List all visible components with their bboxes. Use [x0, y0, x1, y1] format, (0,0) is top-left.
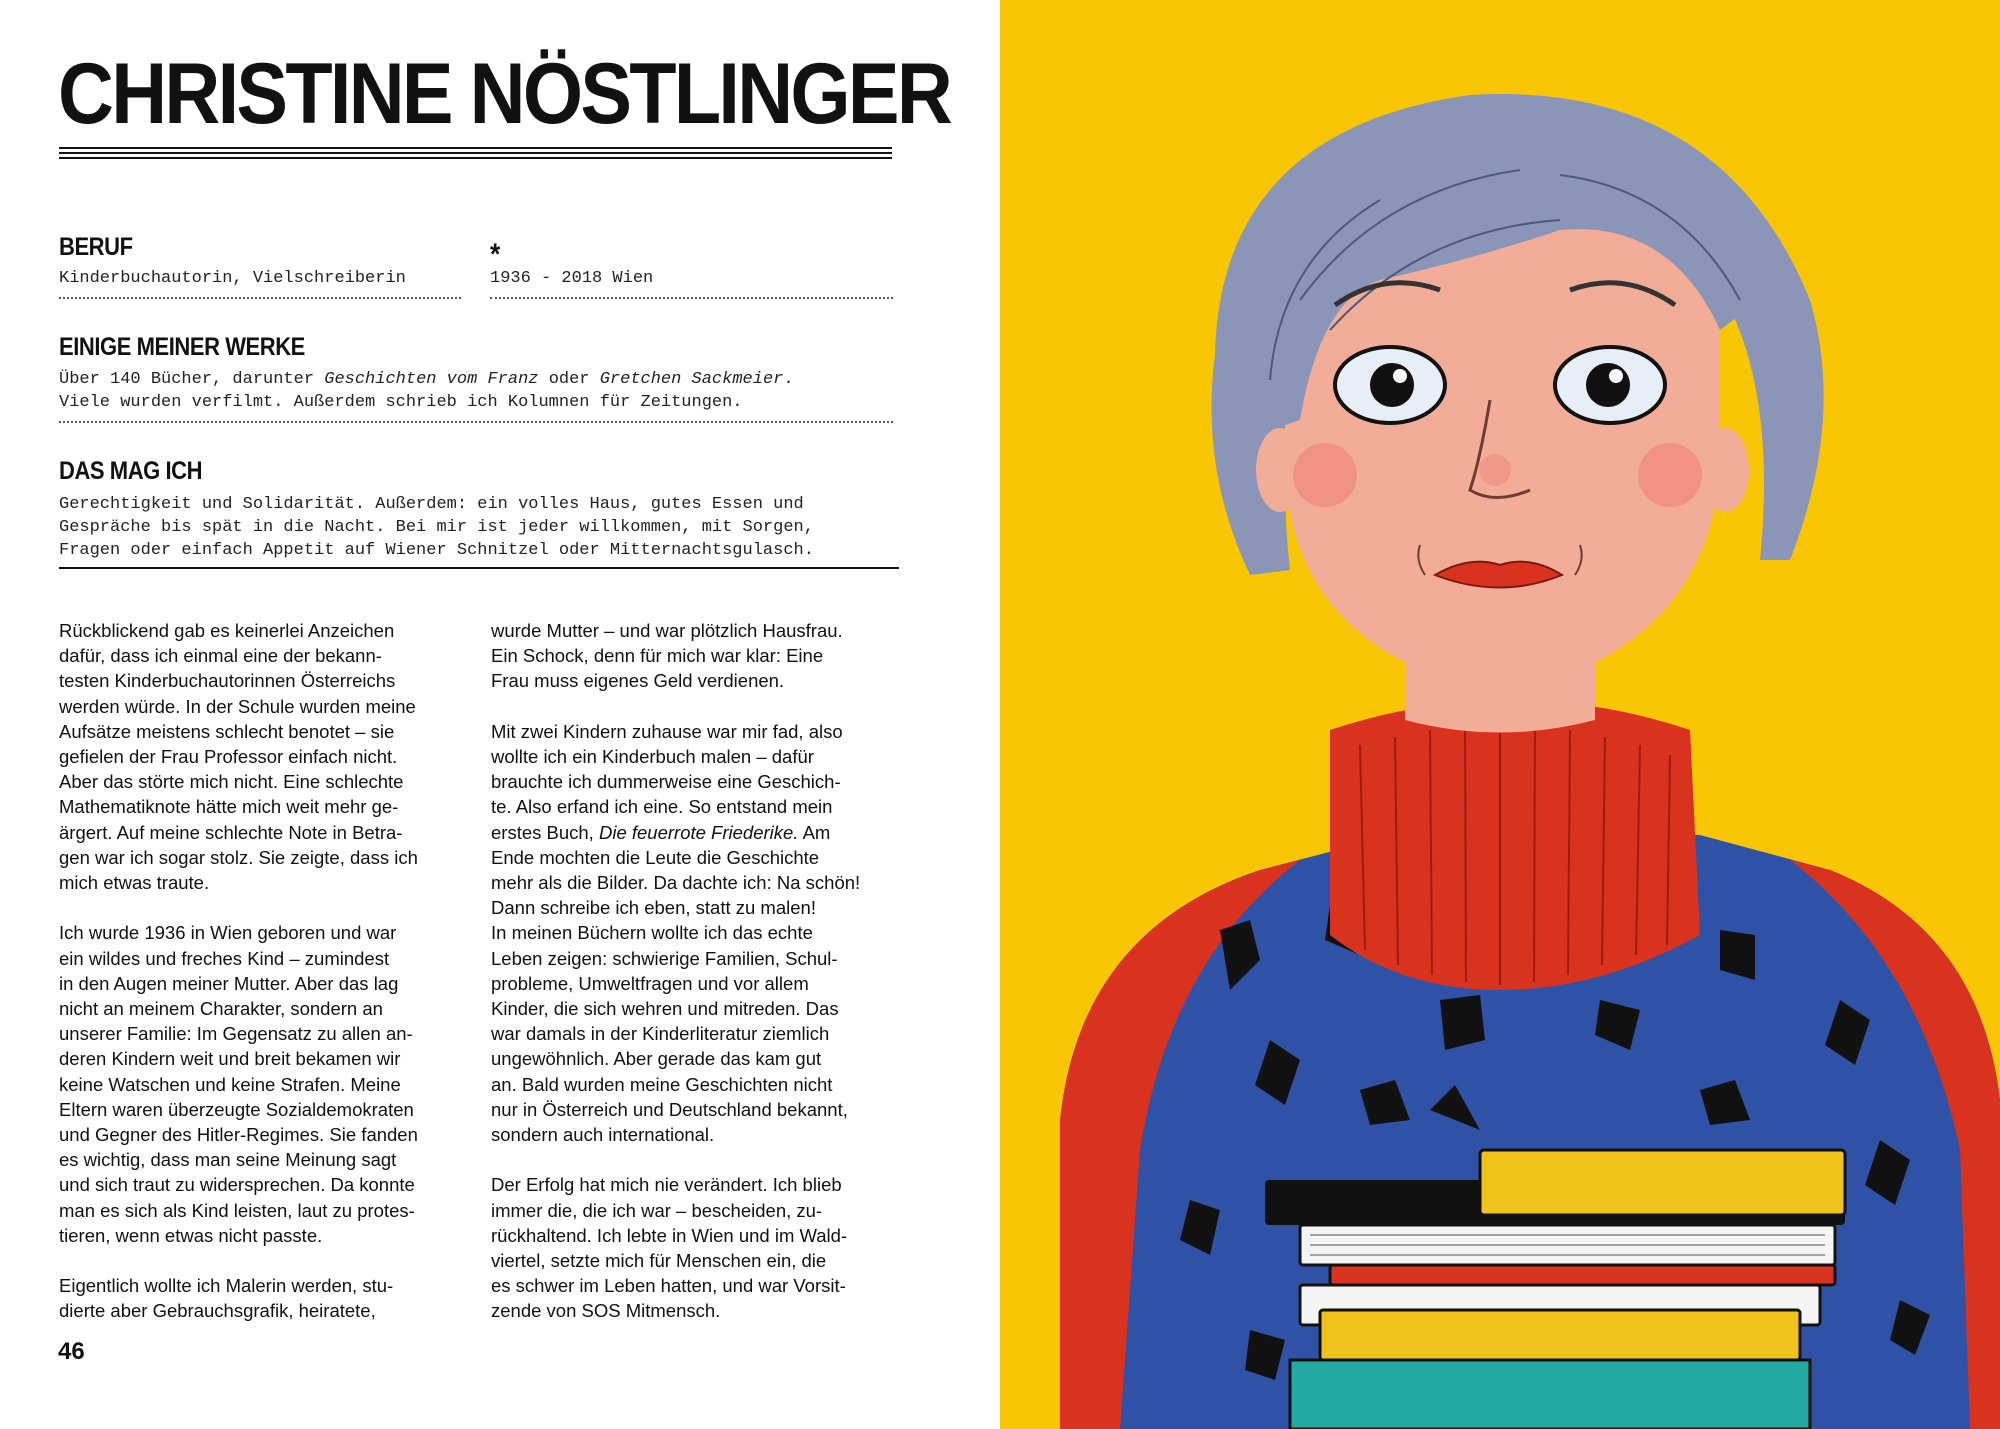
work-title: Gretchen Sackmeier	[599, 370, 784, 389]
label-werke: EINIGE MEINER WERKE	[59, 333, 305, 361]
work-title: Geschichten vom Franz	[324, 370, 539, 389]
werke-line-2: Viele wurden verfilmt. Außerdem schrieb ich Kolumnen für Zeitungen.	[59, 393, 743, 412]
section-rule	[59, 567, 899, 569]
line-with-book-title: erstes Buch, Die feuerrote Friederike. Am	[491, 821, 831, 843]
divider-dotted	[490, 297, 893, 299]
beruf-value: Kinderbuchautorin, Vielschreiberin	[59, 269, 406, 288]
birth-star-icon: *	[490, 238, 500, 271]
body-column-left	[59, 618, 474, 1324]
book-title: Die feuerrote Friederike.	[598, 821, 799, 843]
mag-line: Gerechtigkeit und Solidarität. Außerdem: ein volles Haus, gutes Essen und	[59, 495, 804, 514]
title-underline	[59, 147, 892, 159]
life-dates: 1936 - 2018 Wien	[490, 269, 654, 288]
divider-dotted	[59, 297, 461, 299]
body-column-right	[491, 618, 906, 1324]
paragraph: Eigentlich wollte ich Malerin werden, stu- dierte aber Gebrauchsgrafik, heiratete,	[59, 1275, 394, 1322]
mag-line: Gespräche bis spät in die Nacht. Bei mir ist jeder willkommen, mit Sorgen,	[59, 518, 814, 537]
mag-line: Fragen oder einfach Appetit auf Wiener Schnitzel oder Mitternachtsgulasch.	[59, 541, 814, 560]
label-beruf: BERUF	[59, 233, 133, 261]
paragraph: wurde Mutter – und war plötzlich Hausfrau. Ein Schock, denn für mich war klar: Eine Frau muss eigenes Geld verdienen.	[491, 620, 843, 692]
divider-dotted	[59, 421, 893, 423]
paragraph: Der Erfolg hat mich nie verändert. Ich blieb immer die, die ich war – bescheiden, zu- rückhaltend. Ich lebte in Wien und im Wald- viertel, setzte mich für Menschen ein, die es schwer im Leben hatten, und war Vorsit- zende von SOS Mitmensch.	[491, 1174, 848, 1322]
paragraph: Mit zwei Kindern zuhause war mir fad, also wollte ich ein Kinderbuch malen – dafür brauchte ich dummerweise eine Geschich- te. Also erfand ich eine. So entstand mein erstes Buch, Die feuerrote Friederike. Am Ende mochten die Leute die Geschichte mehr als die Bilder. Da dachte ich: Na schön! Dann schreibe ich eben, statt zu malen! In meinen Büchern wollte ich das echte Leben zeigen: schwierige Familien, Schul- probleme, Umweltfragen und vor allem Kinder, die sich wehren und mitreden. Das war damals in der Kinderliteratur ziemlich ungewöhnlich. Aber gerade das kam gut an. Bald wurden meine Geschichten nicht nur in Österreich und Deutschland bekannt, sondern auch international.	[491, 719, 906, 1147]
right-page	[1000, 0, 2000, 1429]
werke-line-1: Über 140 Bücher, darunter Geschichten vom Franz oder Gretchen Sackmeier.	[59, 370, 794, 389]
page-title: CHRISTINE NÖSTLINGER	[58, 46, 951, 142]
label-mag: DAS MAG ICH	[59, 457, 203, 485]
portrait-illustration-icon	[1000, 0, 2000, 1429]
paragraph: Rückblickend gab es keinerlei Anzeichen dafür, dass ich einmal eine der bekann- testen Kinderbuchautorinnen Österreichs werden würde. In der Schule wurden meine Aufsätze meistens schlecht benotet – sie gefielen der Frau Professor einfach nicht. Aber das störte mich nicht. Eine schlechte Mathematiknote hätte mich weit mehr ge- ärgert. Auf meine schlechte Note in Betra- gen war ich sogar stolz. Sie zeigte, dass ich mich etwas traute.	[59, 620, 418, 894]
paragraph: Ich wurde 1936 in Wien geboren und war ein wildes und freches Kind – zumindest in den Augen meiner Mutter. Aber das lag nicht an meinem Charakter, sondern an unserer Familie: Im Gegensatz zu allen an- deren Kindern weit und breit bekamen wir keine Watschen und keine Strafen. Meine Eltern waren überzeugte Sozialdemokraten und Gegner des Hitler-Regimes. Sie fanden es wichtig, dass man seine Meinung sagt und sich traut zu widersprechen. Da konnte man es sich als Kind leisten, laut zu protes- tieren, wenn etwas nicht passte.	[59, 922, 418, 1246]
page-number: 46	[58, 1338, 85, 1365]
